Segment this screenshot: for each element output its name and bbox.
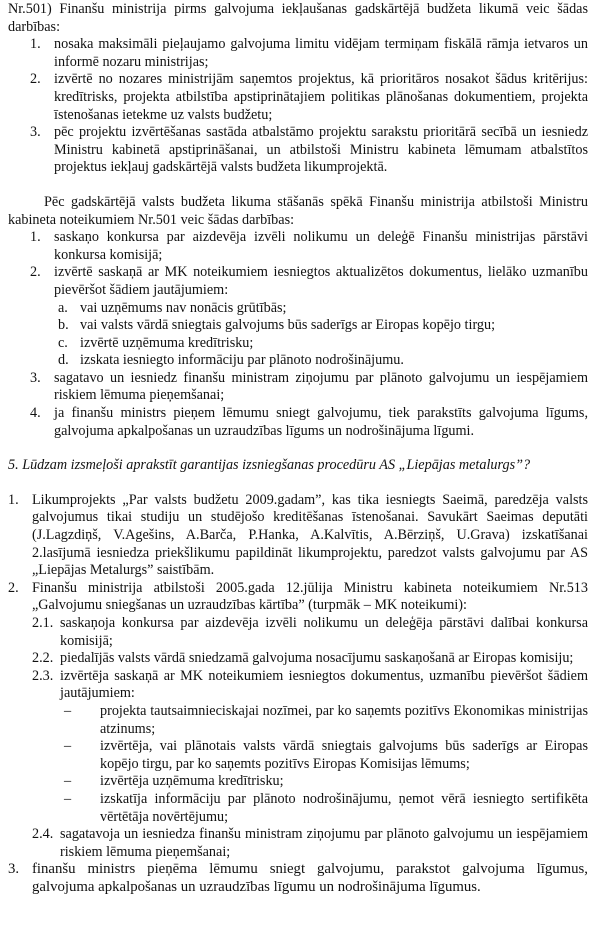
list-subitem: 2.3. izvērtēja saskaņā ar MK noteikumiem iesniegtos dokumentus, uzmanību pievēršot šādiem jautājumiem: (32, 667, 588, 702)
list-subitem: c. izvērtē uzņēmuma kredītrisku; (58, 334, 254, 351)
section-pre-budget-intro: Nr.501) Finanšu ministrija pirms galvojuma iekļaušanas gadskārtējā budžeta likumā veic šādas darbības: (8, 1, 588, 35)
list-subitem: b. vai valsts vārdā sniegtais galvojums būs saderīgs ar Eiropas kopējo tirgu; (58, 317, 496, 334)
list-item: 2. Finanšu ministrija atbilstoši 2005.gada 12.jūlija Ministru kabineta noteikumiem Nr.513 „Galvojumu sniegšanas un uzraudzības kārtība” (turpmāk – MK noteikumi): (8, 579, 588, 614)
list-subitem: a. vai uzņēmums nav nonācis grūtībās; (58, 299, 287, 316)
list-item: 3. finanšu ministrs pieņēma lēmumu sniegt galvojumu, parakstot galvojuma līgumus, galvojuma apkalpošanas un uzraudzības līgumu un nodrošinājuma līgumus. (8, 861, 588, 895)
list-item: 2. izvērtē saskaņā ar MK noteikumiem iesniegtos aktualizētos dokumentus, lielāko uzmanību pievēršot šādiem jautājumiem: (30, 264, 588, 298)
dash-item: – izvērtēja, vai plānotais valsts vārdā sniegtais galvojums būs saderīgs ar Eiropas kopējo tirgu, par ko saņemts pozitīvs Eiropas Komisijas lēmums; (64, 738, 588, 772)
list-item: 1. Likumprojekts „Par valsts budžetu 2009.gadam”, kas tika iesniegts Saeimā, paredzēja valsts galvojumus tikai studiju un studējošo kreditēšanas īstenošanai. Savukārt Saeimas deputāti (J.Lagzdiņš, V.Agešins, A.Barča, P.Hanka, A.Kalvītis, A.Bērziņš, U.Grava) izskatīšanai 2.lasījumā iesniedza priekšlikumu papildināt likumprojektu, paredzot valsts galvojumu par AS „Liepājas Metalurgs” saistībām. (8, 491, 588, 579)
answer-list (8, 492, 588, 897)
question-heading: 5. Lūdzam izsmeļoši aprakstīt garantijas izsniegšanas procedūru AS „Liepājas metalurgs”? (8, 457, 531, 474)
dash-item: – izskatīja informāciju par plānoto nodrošinājumu, ņemot vērā iesniegto sertifikēta vērtētāja novērtējumu; (64, 790, 588, 825)
document-page (8, 1, 588, 897)
list-item: 3. sagatavo un iesniedz finanšu ministram ziņojumu par plānoto galvojumu un iespējamiem riskiem lēmuma pieņemšanai; (30, 369, 588, 404)
list-item: 1. nosaka maksimāli pieļaujamo galvojuma limitu vidējam termiņam fiskālā rāmja ietvaros un informē nozaru ministrijas; (30, 36, 588, 70)
list-item: 3. pēc projektu izvērtēšanas sastāda atbalstāmo projektu sarakstu prioritārā secībā un iesniedz Ministru kabinetā apstiprināšanai, un atbilstoši Ministru kabineta lēmumam atbalstītos projektus iekļauj gadskārtējā valsts budžeta likumprojektā. (30, 124, 588, 176)
list-subitem: 2.4. sagatavoja un iesniedza finanšu ministram ziņojumu par plānoto galvojumu un iespējamiem riskiem lēmuma pieņemšanai; (32, 826, 588, 860)
post-budget-list (8, 229, 588, 440)
list-item: 2. izvērtē no nozares ministrijām saņemtos projektus, kā prioritāros nosakot šādus kritērijus: kredītrisks, projekta atbilstība apstiprinātajiem politikas plānošanas dokumentiem, projekta īstenošanas ietekme uz valsts budžetu; (30, 71, 588, 123)
list-subitem: 2.2. piedalījās valsts vārdā sniedzamā galvojuma nosacījumu saskaņošanā ar Eiropas komisiju; (32, 650, 574, 667)
pre-budget-list (8, 36, 588, 177)
list-item: 1. saskaņo konkursa par aizdevēja izvēli nolikumu un deleģē Finanšu ministrijas pārstāvi konkursa komisijā; (30, 229, 588, 263)
dash-item: – projekta tautsaimnieciskajai nozīmei, par ko saņemts pozitīvs Ekonomikas ministrijas atzinums; (64, 702, 588, 737)
list-item: 4. ja finanšu ministrs pieņem lēmumu sniegt galvojumu, tiek parakstīts galvojuma līgums, galvojuma apkalpošanas un uzraudzības līgums un nodrošinājuma līgumi. (30, 405, 588, 439)
section-post-budget (8, 194, 588, 440)
list-subitem: d. izskata iesniegto informāciju par plānoto nodrošinājumu. (58, 352, 404, 369)
section-post-budget-intro: Pēc gadskārtējā valsts budžeta likuma stāšanās spēkā Finanšu ministrija atbilstoši Ministru kabineta noteikumiem Nr.501 veic šādas darbības: (8, 193, 588, 228)
section-pre-budget (8, 1, 588, 177)
list-subitem: 2.1. saskaņoja konkursa par aizdevēja izvēli nolikumu un deleģēja pārstāvi dalībai konkursa komisijā; (32, 615, 588, 649)
dash-item: – izvērtēja uzņēmuma kredītrisku; (64, 773, 284, 790)
